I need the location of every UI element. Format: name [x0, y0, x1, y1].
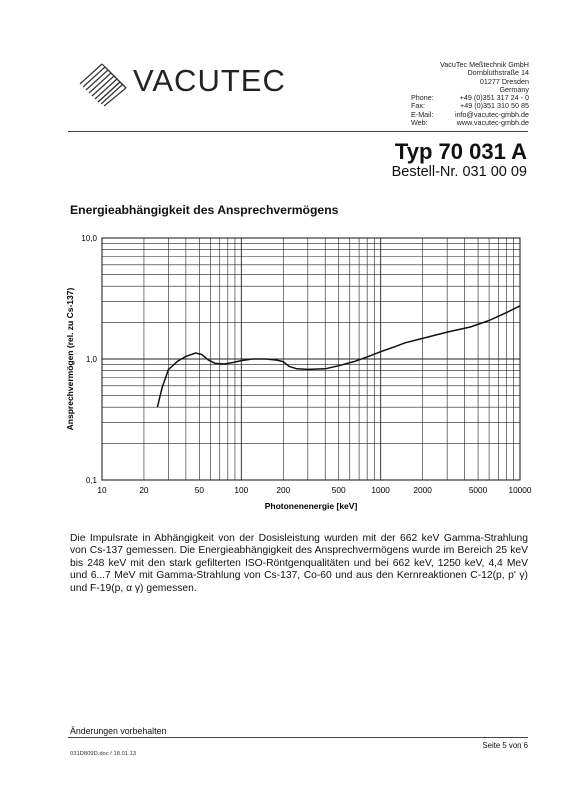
x-axis-label: Photonenenergie [keV]: [264, 501, 358, 511]
contact-label: E-Mail:: [411, 109, 434, 119]
x-tick-label: 10000: [508, 485, 532, 495]
x-tick-label: 5000: [468, 485, 488, 495]
y-tick-label: 1,0: [85, 355, 97, 364]
footer-divider: [68, 737, 528, 738]
header-divider: [68, 131, 528, 132]
order-number: Bestell-Nr. 031 00 09: [391, 164, 527, 180]
section-heading: Energieabhängigkeit des Ansprechvermögens: [70, 203, 339, 217]
contact-value: +49 (0)351 317 24 - 0: [459, 93, 529, 102]
footer-note: Änderungen vorbehalten: [70, 726, 167, 736]
description-paragraph: Die Impulsrate in Abhängigkeit von der Dosisleistung wurden mit der 662 keV Gamma-Strahlung von Cs-137 gemessen. Die Energieabhängigkeit des Ansprechvermögens wurde im Bereich 25 keV bis 248 keV mit den stark gefilterten ISO-Röntgenqualitäten und bei 662 keV, 1250 keV, 4,4 MeV und 6...7 MeV mit Gamma-Strahlung von Cs-137, Co-60 und aus den Kernreaktionen C-12(p, p' γ) und F-19(p, α γ) gemessen.: [70, 533, 528, 594]
company-address: [338, 61, 529, 94]
x-tick-label: 50: [194, 485, 205, 495]
contact-value: www.vacutec-gmbh.de: [456, 117, 529, 127]
contact-value: +49 (0)351 310 50 85: [460, 101, 529, 111]
x-tick-label: 1000: [371, 485, 390, 495]
contact-label: Phone:: [411, 93, 434, 102]
x-tick-label: 500: [331, 485, 346, 495]
page-number: Seite 5 von 6: [482, 741, 528, 750]
company-street: Dornblüthstraße 14: [467, 68, 529, 78]
product-type-title: Typ 70 031 A: [394, 139, 527, 164]
x-tick-label: 20: [139, 485, 149, 495]
x-tick-label: 2000: [413, 485, 432, 495]
energy-response-chart: [58, 226, 538, 522]
company-name: VacuTec Meßtechnik GmbH: [440, 60, 529, 69]
contact-value: info@vacutec-gmbh.de: [454, 109, 529, 119]
contact-block: [411, 94, 529, 127]
x-tick-label: 200: [276, 485, 291, 495]
contact-web: [411, 119, 529, 127]
y-tick-labels: [81, 234, 97, 485]
y-tick-label: 0,1: [85, 476, 97, 485]
contact-label: Fax:: [411, 101, 425, 111]
y-axis-label: Ansprechvermögen (rel. zu Cs-137): [65, 287, 75, 431]
x-tick-label: 10: [97, 485, 107, 495]
company-city: 01277 Dresden: [479, 76, 529, 86]
document-id: 031D809D.doc / 18.01.13: [70, 751, 137, 757]
x-tick-label: 100: [234, 485, 249, 495]
y-tick-label: 10,0: [81, 234, 97, 243]
brand-logo-text: VACUTEC: [133, 63, 286, 98]
x-tick-labels: [97, 485, 532, 495]
company-country: Germany: [499, 84, 529, 94]
vacutec-logo-icon: [76, 60, 132, 108]
contact-label: Web:: [411, 117, 428, 127]
